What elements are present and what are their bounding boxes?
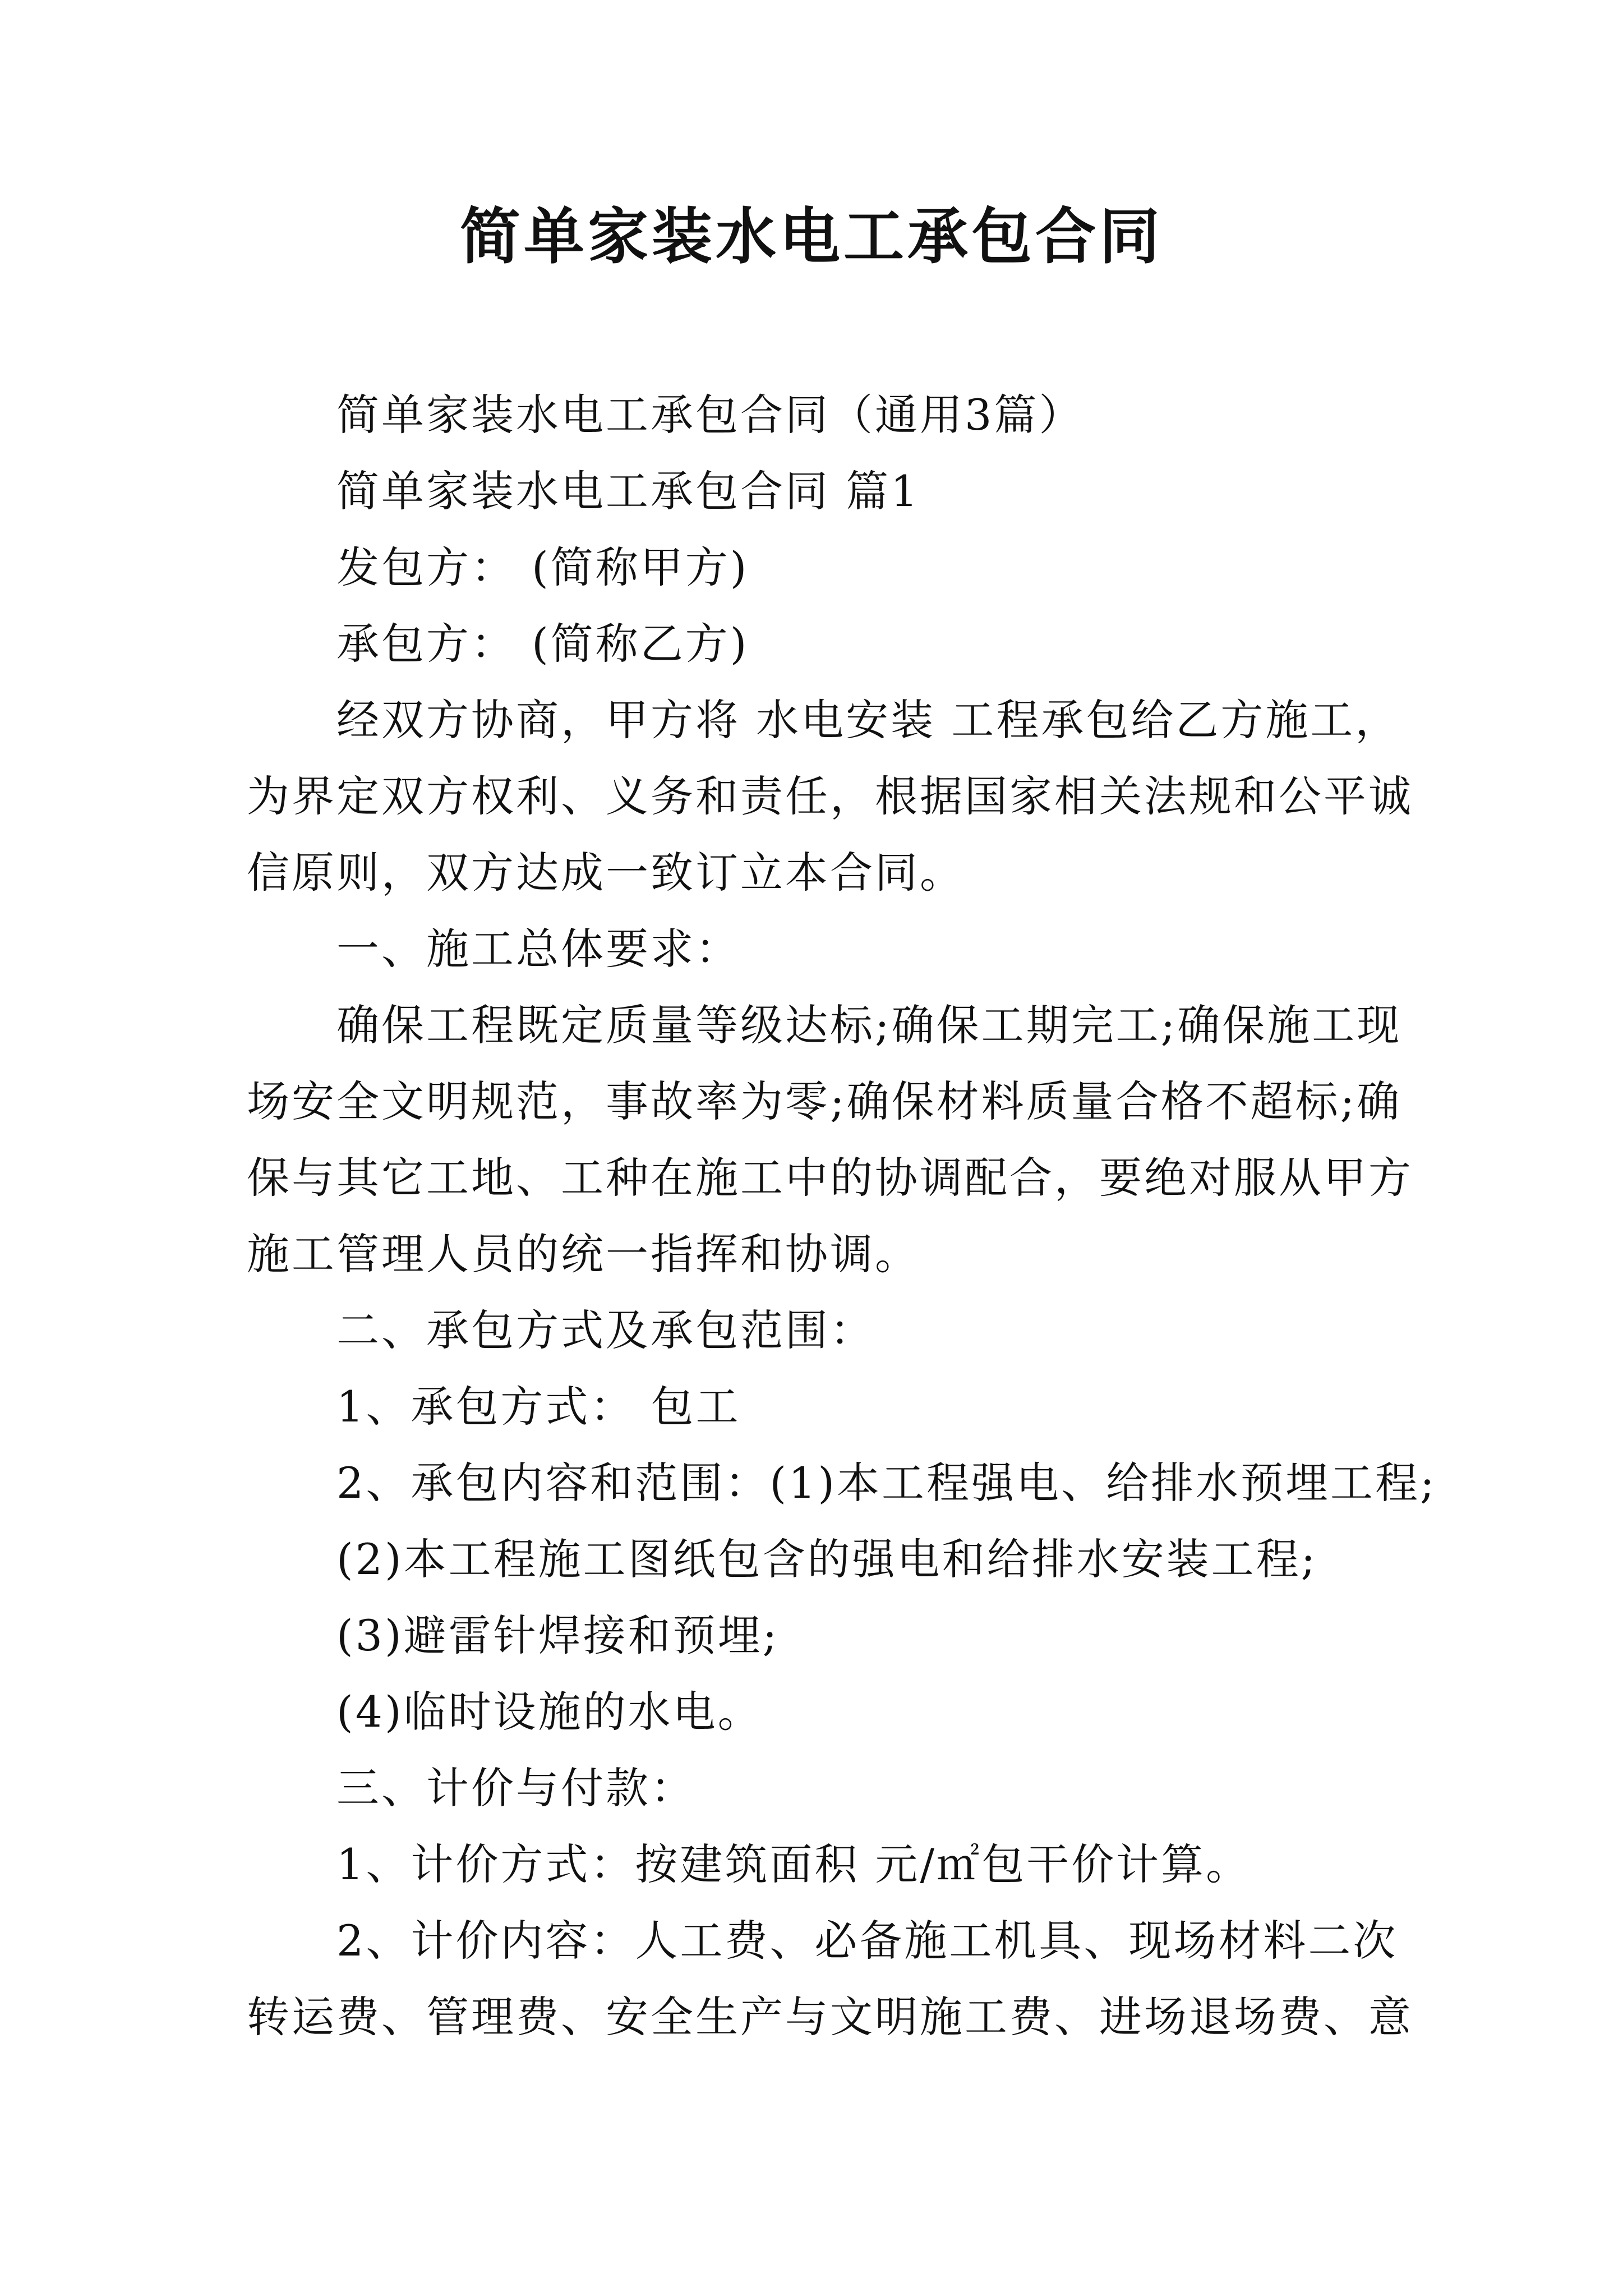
- clause-item-line: 2、计价内容：人工费、必备施工机具、现场材料二次: [336, 1916, 1398, 1966]
- paragraph-line: 施工管理人员的统一指挥和协调。: [247, 1229, 920, 1279]
- clause-item-line: 1、计价方式：按建筑面积 元/㎡包干价计算。: [336, 1839, 1251, 1889]
- paragraph-line: 场安全文明规范，事故率为零;确保材料质量合格不超标;确: [247, 1076, 1402, 1126]
- clause-heading-line: 二、承包方式及承包范围：: [336, 1305, 875, 1355]
- clause-item-line: 2、承包内容和范围：(1)本工程强电、给排水预埋工程;: [336, 1458, 1437, 1508]
- paragraph-line: 确保工程既定质量等级达标;确保工期完工;确保施工现: [336, 1000, 1402, 1050]
- clause-item-line: 转运费、管理费、安全生产与文明施工费、进场退场费、意: [247, 1992, 1413, 2042]
- clause-item-line: (4)临时设施的水电。: [336, 1687, 763, 1737]
- document-title: 简单家装水电工承包合同: [459, 201, 1163, 272]
- clause-item-line: (2)本工程施工图纸包含的强电和给排水安装工程;: [336, 1534, 1318, 1584]
- section-heading-line: 简单家装水电工承包合同 篇1: [336, 466, 920, 516]
- clause-heading-line: 一、施工总体要求：: [336, 924, 740, 974]
- paragraph-line: 保与其它工地、工种在施工中的协调配合，要绝对服从甲方: [247, 1153, 1413, 1203]
- paragraph-line: 信原则，双方达成一致订立本合同。: [247, 848, 965, 898]
- paragraph-line: 为界定双方权利、义务和责任，根据国家相关法规和公平诚: [247, 771, 1413, 821]
- subtitle-line: 简单家装水电工承包合同（通用3篇）: [336, 390, 1084, 440]
- paragraph-line: 经双方协商，甲方将 水电安装 工程承包给乙方施工，: [336, 695, 1400, 745]
- clause-item-line: 1、承包方式： 包工: [336, 1382, 741, 1432]
- party-a-line: 发包方： (简称甲方): [336, 542, 749, 592]
- clause-item-line: (3)避雷针焊接和预埋;: [336, 1611, 780, 1660]
- party-b-line: 承包方： (简称乙方): [336, 619, 749, 669]
- clause-heading-line: 三、计价与付款：: [336, 1763, 695, 1813]
